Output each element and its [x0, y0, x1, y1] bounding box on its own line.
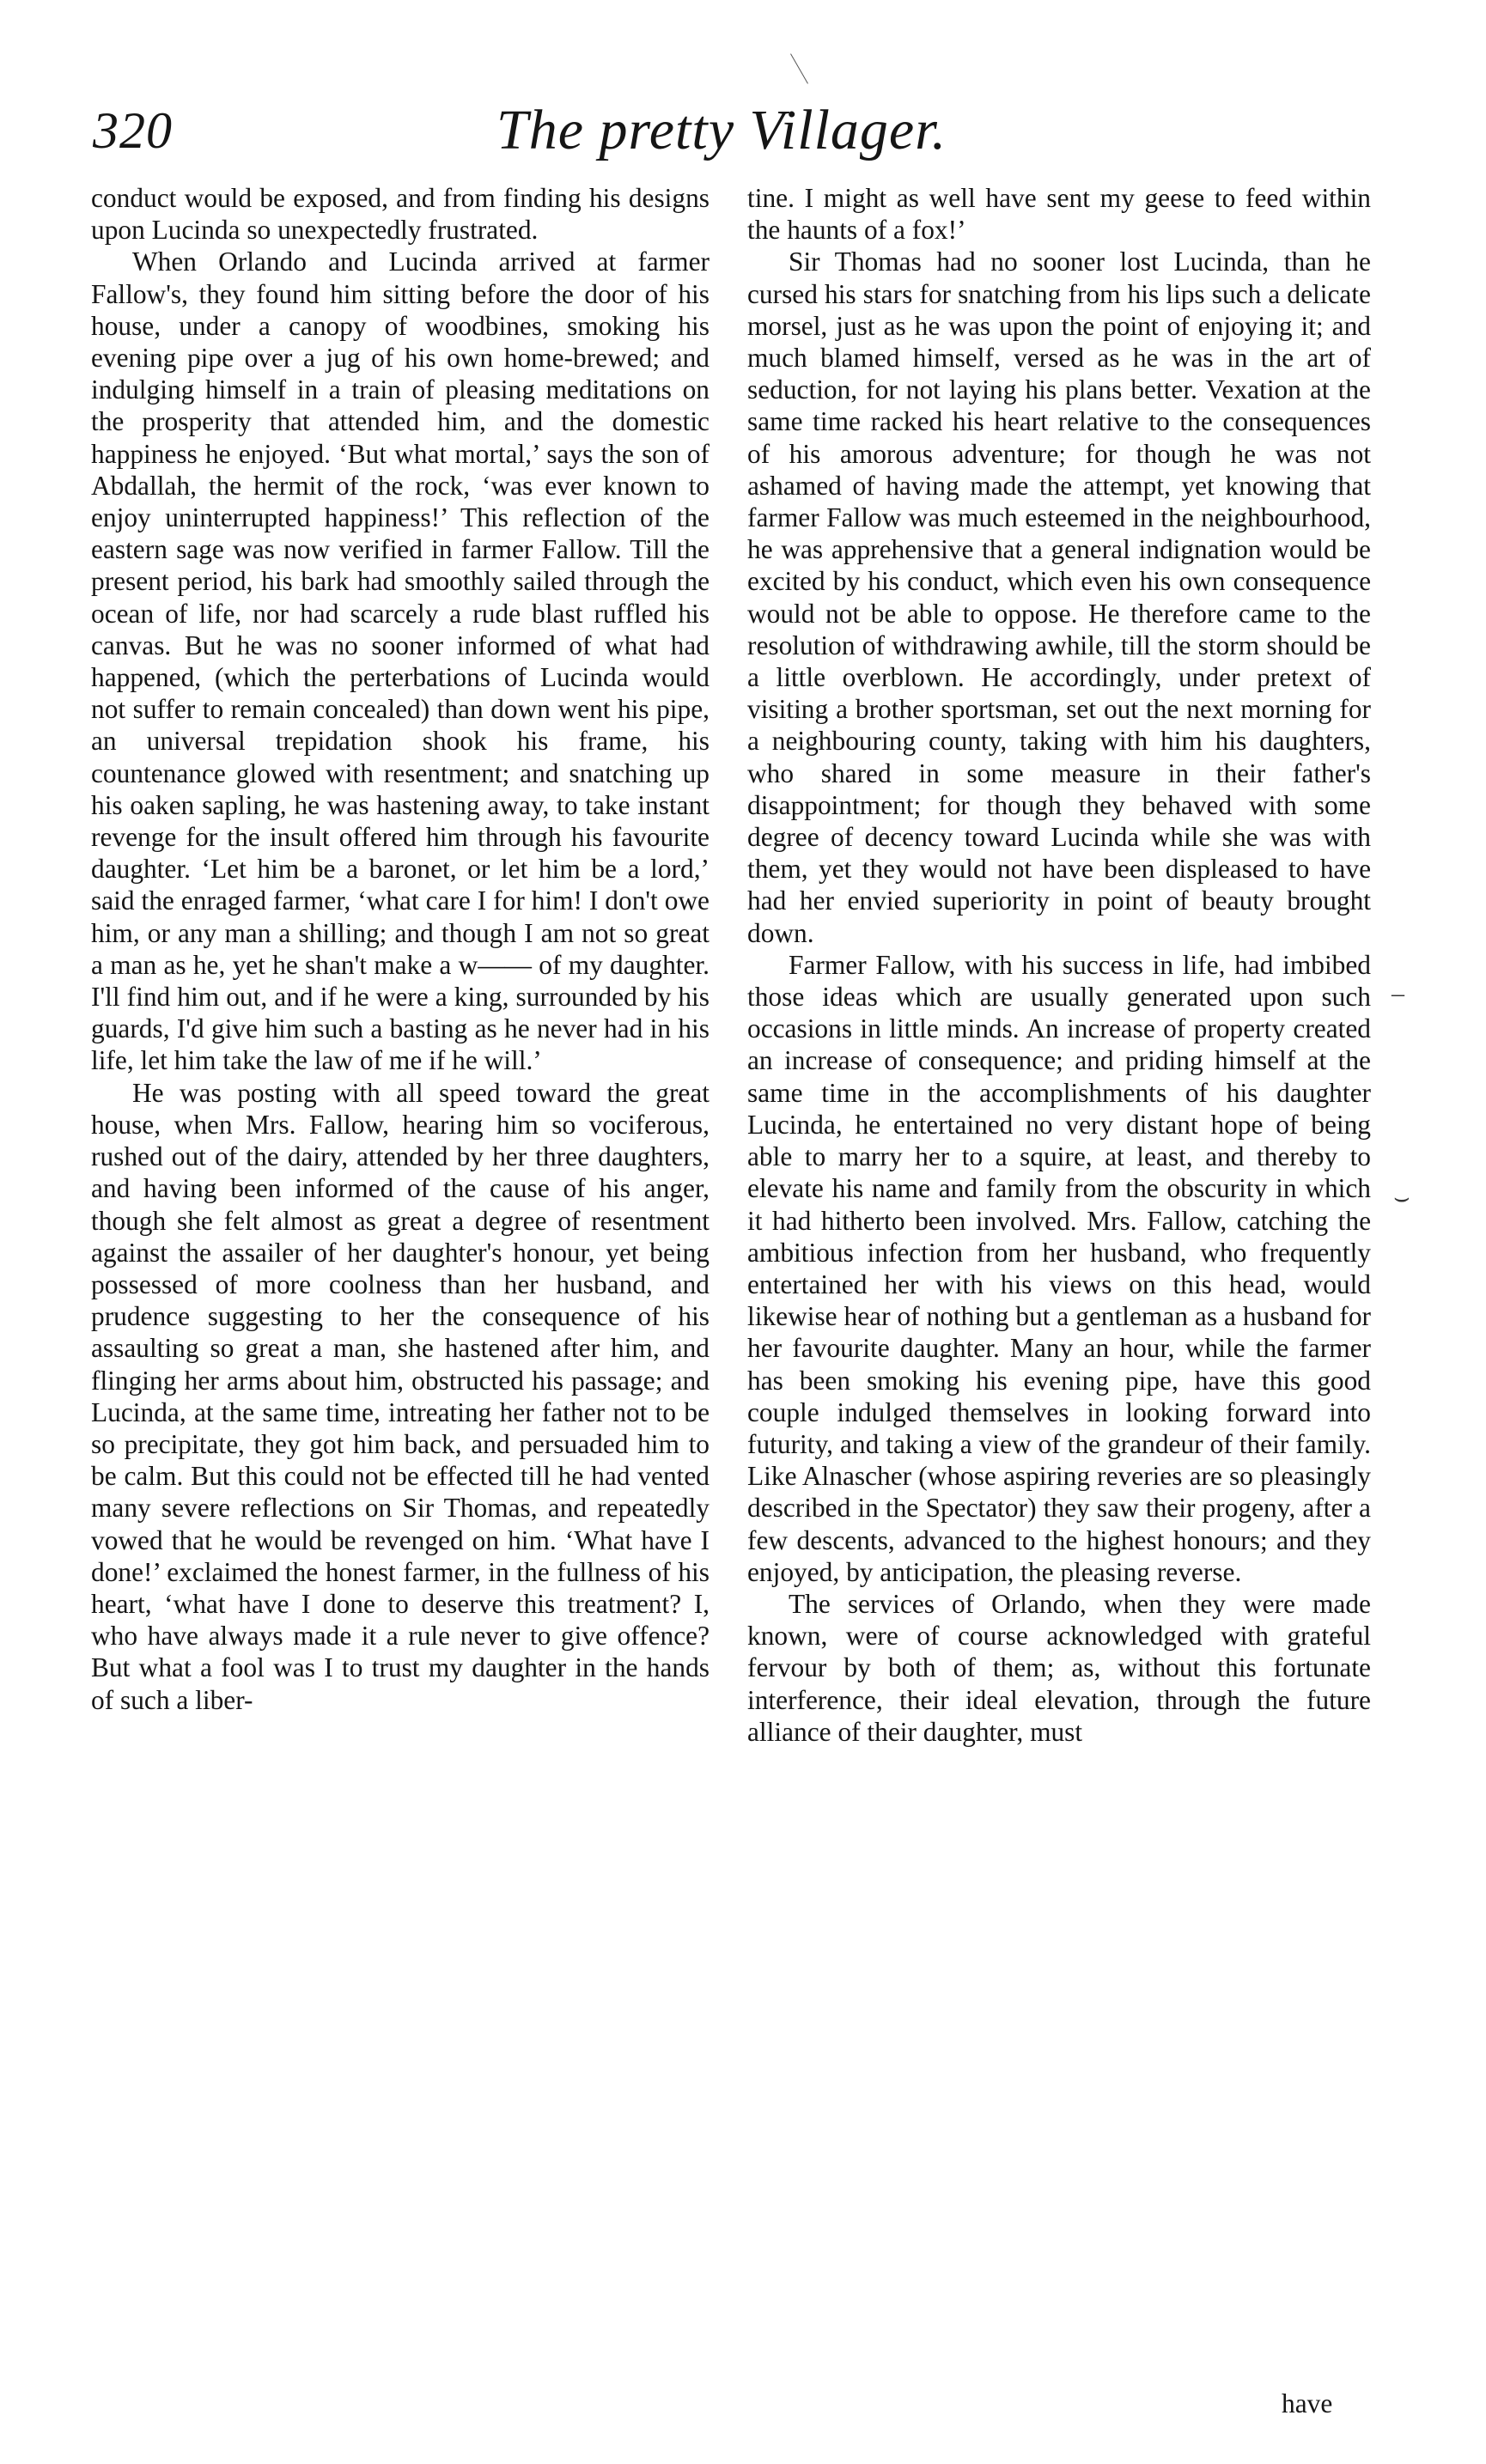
scan-artifact-line: [790, 53, 808, 83]
margin-mark: ⌣: [1393, 1183, 1410, 1212]
paragraph: When Orlando and Lucinda arrived at farmer Fallow's, they found him sitting before the door of his house, under a canopy of woodbines, smoking his evening pipe over a jug of his own home-brewed; and indulging himself in a train of pleasing meditations on the prosperity that attended him, and the domestic happiness he enjoyed. ‘But what mortal,’ says the son of Abdallah, the hermit of the rock, ‘was ever known to enjoy uninterrupted happiness!’ This reflection of the eastern sage was now verified in farmer Fallow. Till the present period, his bark had smoothly sailed through the ocean of life, nor had scarcely a rude blast ruffled his canvas. But he was no sooner informed of what had happened, (which the perterbations of Lucinda would not suffer to remain concealed) than down went his pipe, an universal trepidation shook his frame, his countenance glowed with resentment; and snatching up his oaken sapling, he was hastening away, to take instant revenge for the insult offered him through his favourite daughter. ‘Let him be a baronet, or let him be a lord,’ said the enraged farmer, ‘what care I for him! I don't owe him, or any man a shilling; and though I am not so great a man as he, yet he shan't make a w—— of my daughter. I'll find him out, and if he were a king, surrounded by his guards, I'd give him such a basting as he never had in his life, let him take the law of me if he will.’: [91, 246, 710, 1076]
running-title: The pretty Villager.: [496, 99, 947, 161]
left-column: [91, 182, 710, 1716]
page-number: 320: [93, 102, 173, 159]
paragraph: Farmer Fallow, with his success in life, had imbibed those ideas which are usually generated upon such occasions in little minds. An increase of property created an increase of consequence; and priding himself at the same time in the accomplishments of his daughter Lucinda, he entertained no very distant hope of being able to marry her to a squire, at least, and thereby to elevate his name and family from the obscurity in which it had hitherto been involved. Mrs. Fallow, catching the ambitious infection from her husband, who frequently entertained her with his views on this head, would likewise hear of nothing but a gentleman as a husband for her favourite daughter. Many an hour, while the farmer has been smoking his evening pipe, have this good couple indulged themselves in looking forward into futurity, and taking a view of the grandeur of their family. Like Alnascher (whose aspiring reveries are so pleasingly described in the Spectator) they saw their progeny, after a few descents, advanced to the highest honours; and they enjoyed, by anticipation, the pleasing reverse.: [747, 949, 1371, 1587]
paragraph: Sir Thomas had no sooner lost Lucinda, than he cursed his stars for snatching from his lips such a delicate morsel, just as he was upon the point of enjoying it; and much blamed himself, versed as he was in the art of seduction, for not laying his plans better. Vexation at the same time racked his heart relative to the consequences of his amorous adventure; for though he was not ashamed of having made the attempt, yet knowing that farmer Fallow was much esteemed in the neighbourhood, he was apprehensive that a general indignation would be excited by his conduct, which even his own consequence would not be able to oppose. He therefore came to the resolution of withdrawing awhile, till the storm should be a little overblown. He accordingly, under pretext of visiting a brother sportsman, set out the next morning for a neighbouring county, taking with him his daughters, who shared in some measure in their father's disappointment; for though they behaved with some degree of decency toward Lucinda while she was with them, yet they would not have been displeased to have had her envied superiority in point of beauty brought down.: [747, 246, 1371, 948]
running-head: [93, 101, 1381, 179]
paragraph: He was posting with all speed toward the great house, when Mrs. Fallow, hearing him so vociferous, rushed out of the dairy, attended by her three daughters, and having been informed of the cause of his anger, though she felt almost as great a degree of resentment against the assailer of her daughter's honour, yet being possessed of more coolness than her husband, and prudence suggesting to her the consequence of his assaulting so great a man, she hastened after him, and flinging her arms about him, obstructed his passage; and Lucinda, at the same time, intreating her father not to be so precipitate, they got him back, and persuaded him to be calm. But this could not be effected till he had vented many severe reflections on Sir Thomas, and repeatedly vowed that he would be revenged on him. ‘What have I done!’ exclaimed the honest farmer, in the fullness of his heart, ‘what have I done to deserve this treatment? I, who have always made it a rule never to give offence? But what a fool was I to trust my daughter in the hands of such a liber-: [91, 1077, 710, 1715]
catchword: have: [1282, 2388, 1333, 2418]
paragraph: conduct would be exposed, and from finding his designs upon Lucinda so unexpectedly frustrated.: [91, 183, 710, 246]
paragraph: tine. I might as well have sent my geese to feed within the haunts of a fox!’: [747, 183, 1371, 246]
right-column: [747, 182, 1371, 1748]
paragraph: The services of Orlando, when they were made known, were of course acknowledged with grateful fervour by both of them; as, without this fortunate interference, their ideal elevation, through the future alliance of their daughter, must: [747, 1588, 1371, 1747]
margin-mark: –: [1392, 979, 1404, 1007]
